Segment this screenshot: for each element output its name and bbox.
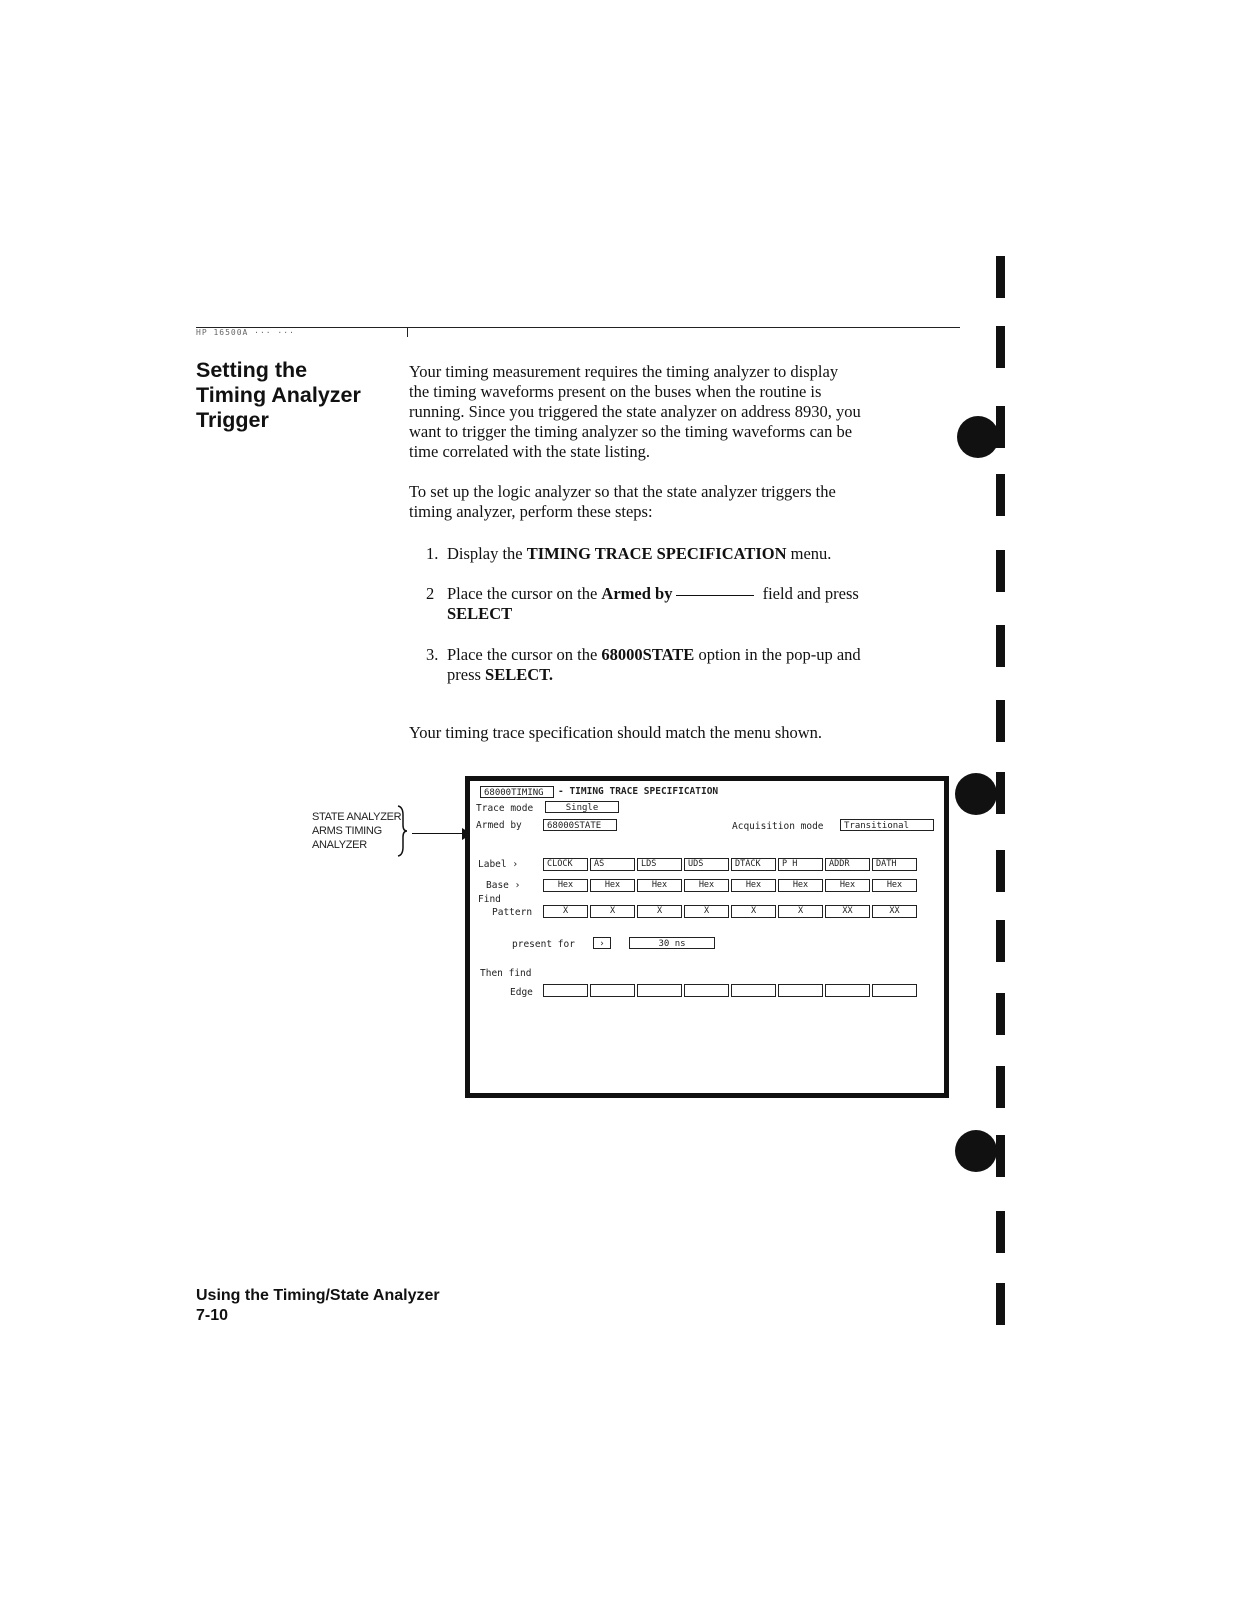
present-for-operator-field[interactable]: ›: [593, 937, 611, 949]
heading-line: Timing Analyzer: [196, 383, 361, 407]
step-bold: SELECT: [447, 604, 513, 623]
base-field[interactable]: Hex: [684, 879, 729, 892]
label-field[interactable]: AS: [590, 858, 635, 871]
then-find-label: Then find: [480, 968, 532, 979]
present-for-label: present for: [512, 939, 575, 950]
step-number: 2: [426, 584, 435, 603]
header-rule: [196, 327, 960, 328]
step-1: [426, 544, 966, 564]
callout-line-text: STATE ANALYZER: [312, 811, 402, 823]
binder-tab-mark: [996, 474, 1005, 516]
step-text: menu.: [786, 544, 832, 563]
text-line: Your timing measurement requires the timing analyzer to display: [409, 362, 839, 381]
binder-tab-mark: [996, 700, 1005, 742]
step-bold: SELECT.: [485, 665, 554, 684]
page-footer: [196, 1286, 440, 1326]
step-text: field and press: [758, 584, 859, 603]
base-field[interactable]: Hex: [590, 879, 635, 892]
step-text: press: [447, 665, 486, 684]
pattern-field[interactable]: X: [543, 905, 588, 918]
pattern-label: Pattern: [492, 907, 533, 918]
binder-hole: [955, 773, 997, 815]
step-bold: 68000STATE: [601, 645, 695, 664]
binder-tab-mark: [996, 850, 1005, 892]
edge-field[interactable]: [872, 984, 917, 997]
setup-paragraph: [409, 482, 969, 522]
label-field[interactable]: CLOCK: [543, 858, 588, 871]
base-field[interactable]: Hex: [778, 879, 823, 892]
base-row-label: Base ›: [486, 880, 521, 891]
binder-tab-mark: [996, 772, 1005, 814]
result-paragraph: Your timing trace specification should match the menu shown.: [409, 723, 823, 742]
callout-brace: [396, 805, 408, 857]
step-number: 1.: [426, 544, 439, 563]
heading-line: Setting the: [196, 358, 308, 382]
timing-trace-screen: [465, 776, 949, 1098]
callout-line-text: ANALYZER: [312, 839, 367, 851]
step-bold: TIMING TRACE SPECIFICATION: [526, 544, 787, 563]
binder-tab-mark: [996, 550, 1005, 592]
edge-field[interactable]: [543, 984, 588, 997]
pattern-field[interactable]: X: [590, 905, 635, 918]
binder-tab-mark: [996, 993, 1005, 1035]
text-line: timing analyzer, perform these steps:: [409, 502, 653, 521]
step-2: [426, 584, 966, 624]
text-line: To set up the logic analyzer so that the state analyzer triggers the: [409, 482, 836, 501]
base-field[interactable]: Hex: [872, 879, 917, 892]
acquisition-mode-label: Acquisition mode: [732, 821, 824, 832]
find-label: Find: [478, 894, 501, 905]
intro-paragraph: [409, 362, 969, 462]
step-bold: Armed by: [601, 584, 673, 603]
binder-tab-mark: [996, 920, 1005, 962]
analyzer-name-field[interactable]: 68000TIMING: [480, 786, 554, 798]
base-field[interactable]: Hex: [825, 879, 870, 892]
pattern-field[interactable]: X: [731, 905, 776, 918]
pattern-field[interactable]: X: [778, 905, 823, 918]
callout-leader-line: [412, 833, 466, 834]
binder-tab-mark: [996, 1135, 1005, 1177]
page-number: 7-10: [196, 1307, 229, 1324]
binder-hole: [955, 1130, 997, 1172]
label-field[interactable]: ADDR: [825, 858, 870, 871]
step-text: Place the cursor on the: [447, 584, 602, 603]
binder-tab-mark: [996, 256, 1005, 298]
label-field[interactable]: P H: [778, 858, 823, 871]
section-heading: [196, 358, 386, 433]
edge-field[interactable]: [778, 984, 823, 997]
text-line: running. Since you triggered the state analyzer on address 8930, you: [409, 402, 861, 421]
label-row-label: Label ›: [478, 859, 519, 870]
edge-field[interactable]: [684, 984, 729, 997]
armed-by-field[interactable]: 68000STATE: [543, 819, 617, 831]
binder-tab-mark: [996, 1211, 1005, 1253]
text-line: the timing waveforms present on the buses when the routine is: [409, 382, 822, 401]
label-field[interactable]: DTACK: [731, 858, 776, 871]
label-field[interactable]: DATH: [872, 858, 917, 871]
base-field[interactable]: Hex: [731, 879, 776, 892]
step-3: [426, 645, 966, 685]
screen-title: - TIMING TRACE SPECIFICATION: [558, 786, 719, 797]
callout-line-text: ARMS TIMING: [312, 825, 382, 837]
callout-label: [312, 810, 401, 852]
binder-tab-mark: [996, 1283, 1005, 1325]
step-text: Display the: [447, 544, 527, 563]
binder-tab-mark: [996, 1066, 1005, 1108]
header-smudge: HP 16500A ··· ···: [196, 328, 295, 337]
present-for-duration-field[interactable]: 30 ns: [629, 937, 715, 949]
pattern-field[interactable]: XX: [872, 905, 917, 918]
trace-mode-label: Trace mode: [476, 803, 534, 814]
step-text: Place the cursor on the: [447, 645, 602, 664]
text-line: want to trigger the timing analyzer so the timing waveforms can be: [409, 422, 853, 441]
pattern-field[interactable]: X: [637, 905, 682, 918]
step-number: 3.: [426, 645, 439, 664]
edge-label: Edge: [510, 987, 533, 998]
header-tick: [407, 327, 408, 337]
binder-tab-mark: [996, 625, 1005, 667]
step-text: option in the pop-up and: [694, 645, 861, 664]
footer-title: Using the Timing/State Analyzer: [196, 1287, 440, 1304]
base-field[interactable]: Hex: [637, 879, 682, 892]
heading-line: Trigger: [196, 408, 269, 432]
armed-by-label: Armed by: [476, 820, 522, 831]
acquisition-mode-field[interactable]: Transitional: [840, 819, 934, 831]
binder-hole: [957, 416, 999, 458]
blank-field-line: [676, 595, 754, 596]
pattern-field[interactable]: X: [684, 905, 729, 918]
edge-field[interactable]: [590, 984, 635, 997]
pattern-field[interactable]: XX: [825, 905, 870, 918]
edge-field[interactable]: [637, 984, 682, 997]
base-field[interactable]: Hex: [543, 879, 588, 892]
edge-field[interactable]: [731, 984, 776, 997]
binder-tab-mark: [996, 326, 1005, 368]
label-field[interactable]: LDS: [637, 858, 682, 871]
label-field[interactable]: UDS: [684, 858, 729, 871]
trace-mode-field[interactable]: Single: [545, 801, 619, 813]
text-line: time correlated with the state listing.: [409, 442, 651, 461]
edge-field[interactable]: [825, 984, 870, 997]
